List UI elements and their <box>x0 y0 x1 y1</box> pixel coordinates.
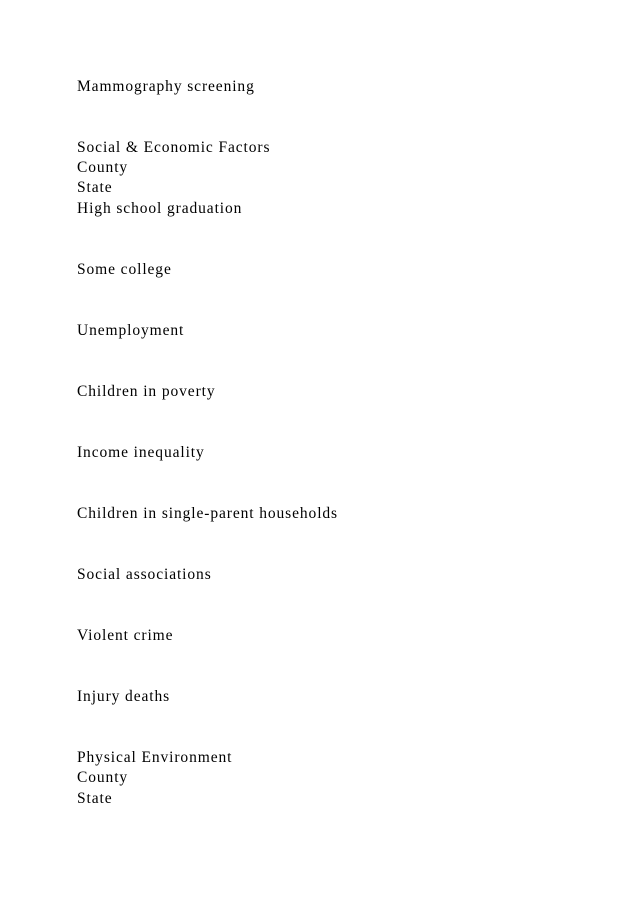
column-label-state: State <box>77 790 113 807</box>
text-line-violent-crime: Violent crime <box>77 627 174 644</box>
text-line-mammography-screening: Mammography screening <box>77 78 255 95</box>
column-label-county: County <box>77 769 129 786</box>
text-line-high-school-graduation: High school graduation <box>77 200 243 217</box>
text-line-injury-deaths: Injury deaths <box>77 688 171 705</box>
text-line-unemployment: Unemployment <box>77 322 185 339</box>
column-label-state: State <box>77 179 113 196</box>
text-line-some-college: Some college <box>77 261 172 278</box>
text-line-income-inequality: Income inequality <box>77 444 205 461</box>
text-line-social-associations: Social associations <box>77 566 212 583</box>
section-heading-physical-environment: Physical Environment <box>77 749 233 766</box>
section-heading-social-economic-factors: Social & Economic Factors <box>77 139 271 156</box>
text-line-children-in-poverty: Children in poverty <box>77 383 216 400</box>
text-line-children-in-single-parent-households: Children in single-parent households <box>77 505 338 522</box>
column-label-county: County <box>77 159 129 176</box>
